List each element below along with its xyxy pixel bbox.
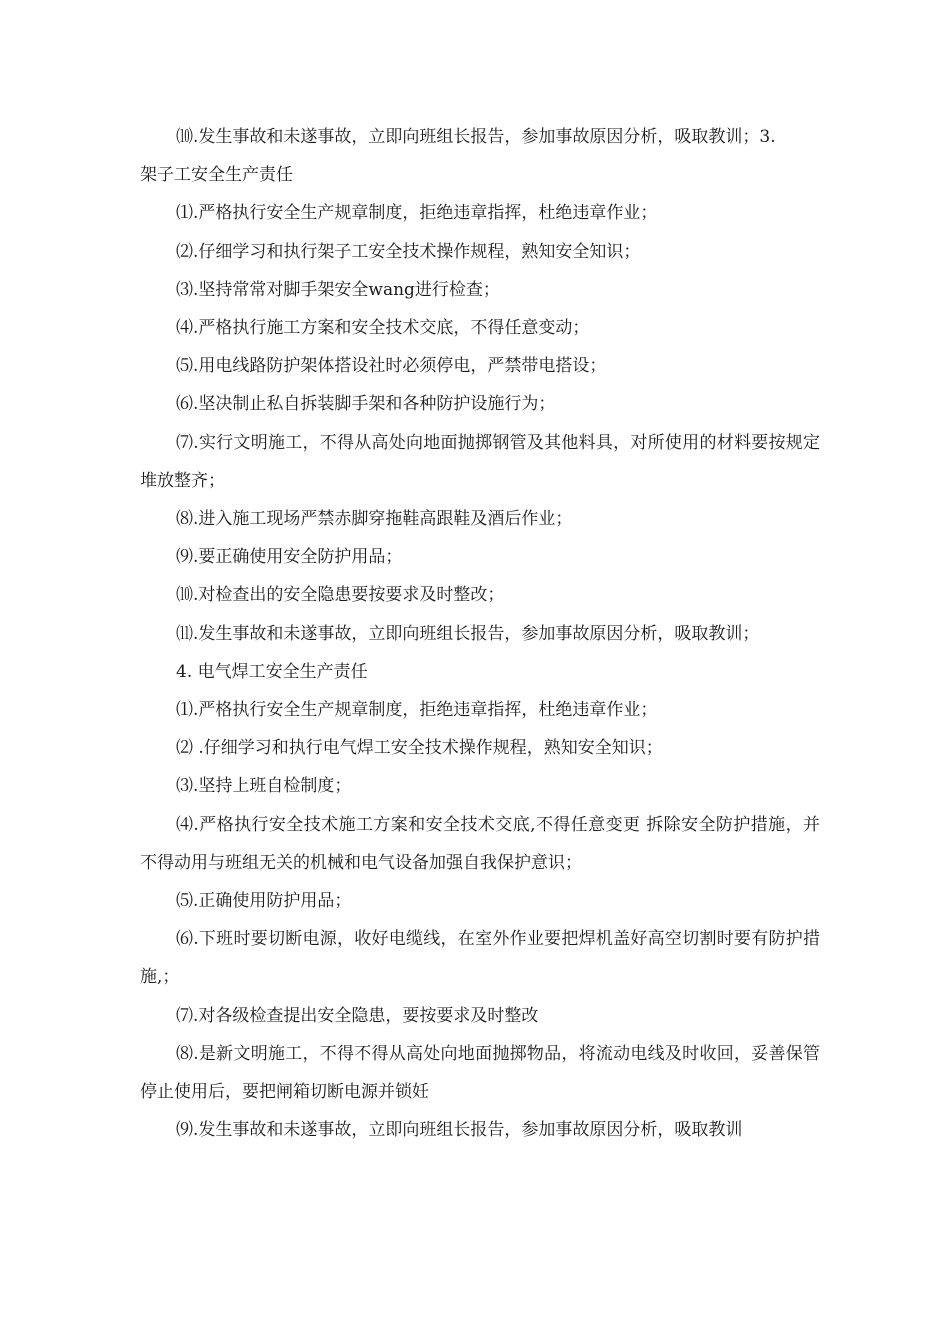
list-item: ⑾.发生事故和未遂事故，立即向班组长报告，参加事故原因分析，吸取教训； xyxy=(176,623,760,644)
list-item: ⑹.坚决制止私自拆装脚手架和各种防护设施行为； xyxy=(176,394,556,415)
list-item: ⑼.发生事故和未遂事故，立即向班组长报告，参加事故原因分析，吸取教训 xyxy=(176,1120,743,1141)
list-item: ⑺.实行文明施工，不得从高处向地面抛掷钢管及其他料具，对所使用的材料要按规定堆放整齐； xyxy=(140,432,820,491)
list-item: ⑻.是新文明施工，不得不得从高处向地面抛掷物品，将流动电线及时收回，妥善保管停止使用后，要把闸箱切断电源并锁妊 xyxy=(140,1043,820,1103)
list-item: ⑽.对检查出的安全隐患要按要求及时整改； xyxy=(176,585,505,606)
list-item: ⑼.要正确使用安全防护用品； xyxy=(176,547,403,568)
list-item: ⑷.严格执行安全技术施工方案和安全技术交底,不得任意变更 拆除安全防护措施，并不得动用与班组无关的机械和电气设备加强自我保护意识； xyxy=(140,814,820,873)
list-item: ⑸.正确使用防护用品； xyxy=(176,891,352,912)
list-item: ⑴.严格执行安全生产规章制度，拒绝违章指挥，杜绝违章作业； xyxy=(176,203,658,224)
list-item: ⑸.用电线路防护架体搭设社时必须停电，严禁带电搭设； xyxy=(176,356,607,377)
document-body xyxy=(140,118,820,1149)
list-item: ⑶.坚持常常对脚手架安全wang进行检查； xyxy=(176,279,500,300)
section-heading: 架子工安全生产责任 xyxy=(140,165,293,186)
list-item: ⑺.对各级检查提出安全隐患，要按要求及时整改 xyxy=(176,1005,539,1026)
paragraph: ⑽.发生事故和未遂事故，立即向班组长报告，参加事故原因分析，吸取教训；3. xyxy=(176,127,776,147)
section-heading: 4. 电气焊工安全生产责任 xyxy=(176,661,368,682)
list-item: ⑻.进入施工现场严禁赤脚穿拖鞋高跟鞋及酒后作业； xyxy=(176,509,573,530)
list-item: ⑹.下班时要切断电源，收好电缆线，在室外作业要把焊机盖好高空切割时要有防护措施,； xyxy=(140,929,820,988)
list-item: ⑶.坚持上班自检制度； xyxy=(176,776,352,797)
list-item: ⑷.严格执行施工方案和安全技术交底，不得任意变动； xyxy=(176,318,590,339)
list-item: ⑵ .仔细学习和执行电气焊工安全技术操作规程，熟知安全知识； xyxy=(176,738,663,759)
list-item: ⑴.严格执行安全生产规章制度，拒绝违章指挥，杜绝违章作业； xyxy=(176,700,658,721)
list-item: ⑵.仔细学习和执行架子工安全技术操作规程，熟知安全知识； xyxy=(176,241,641,262)
